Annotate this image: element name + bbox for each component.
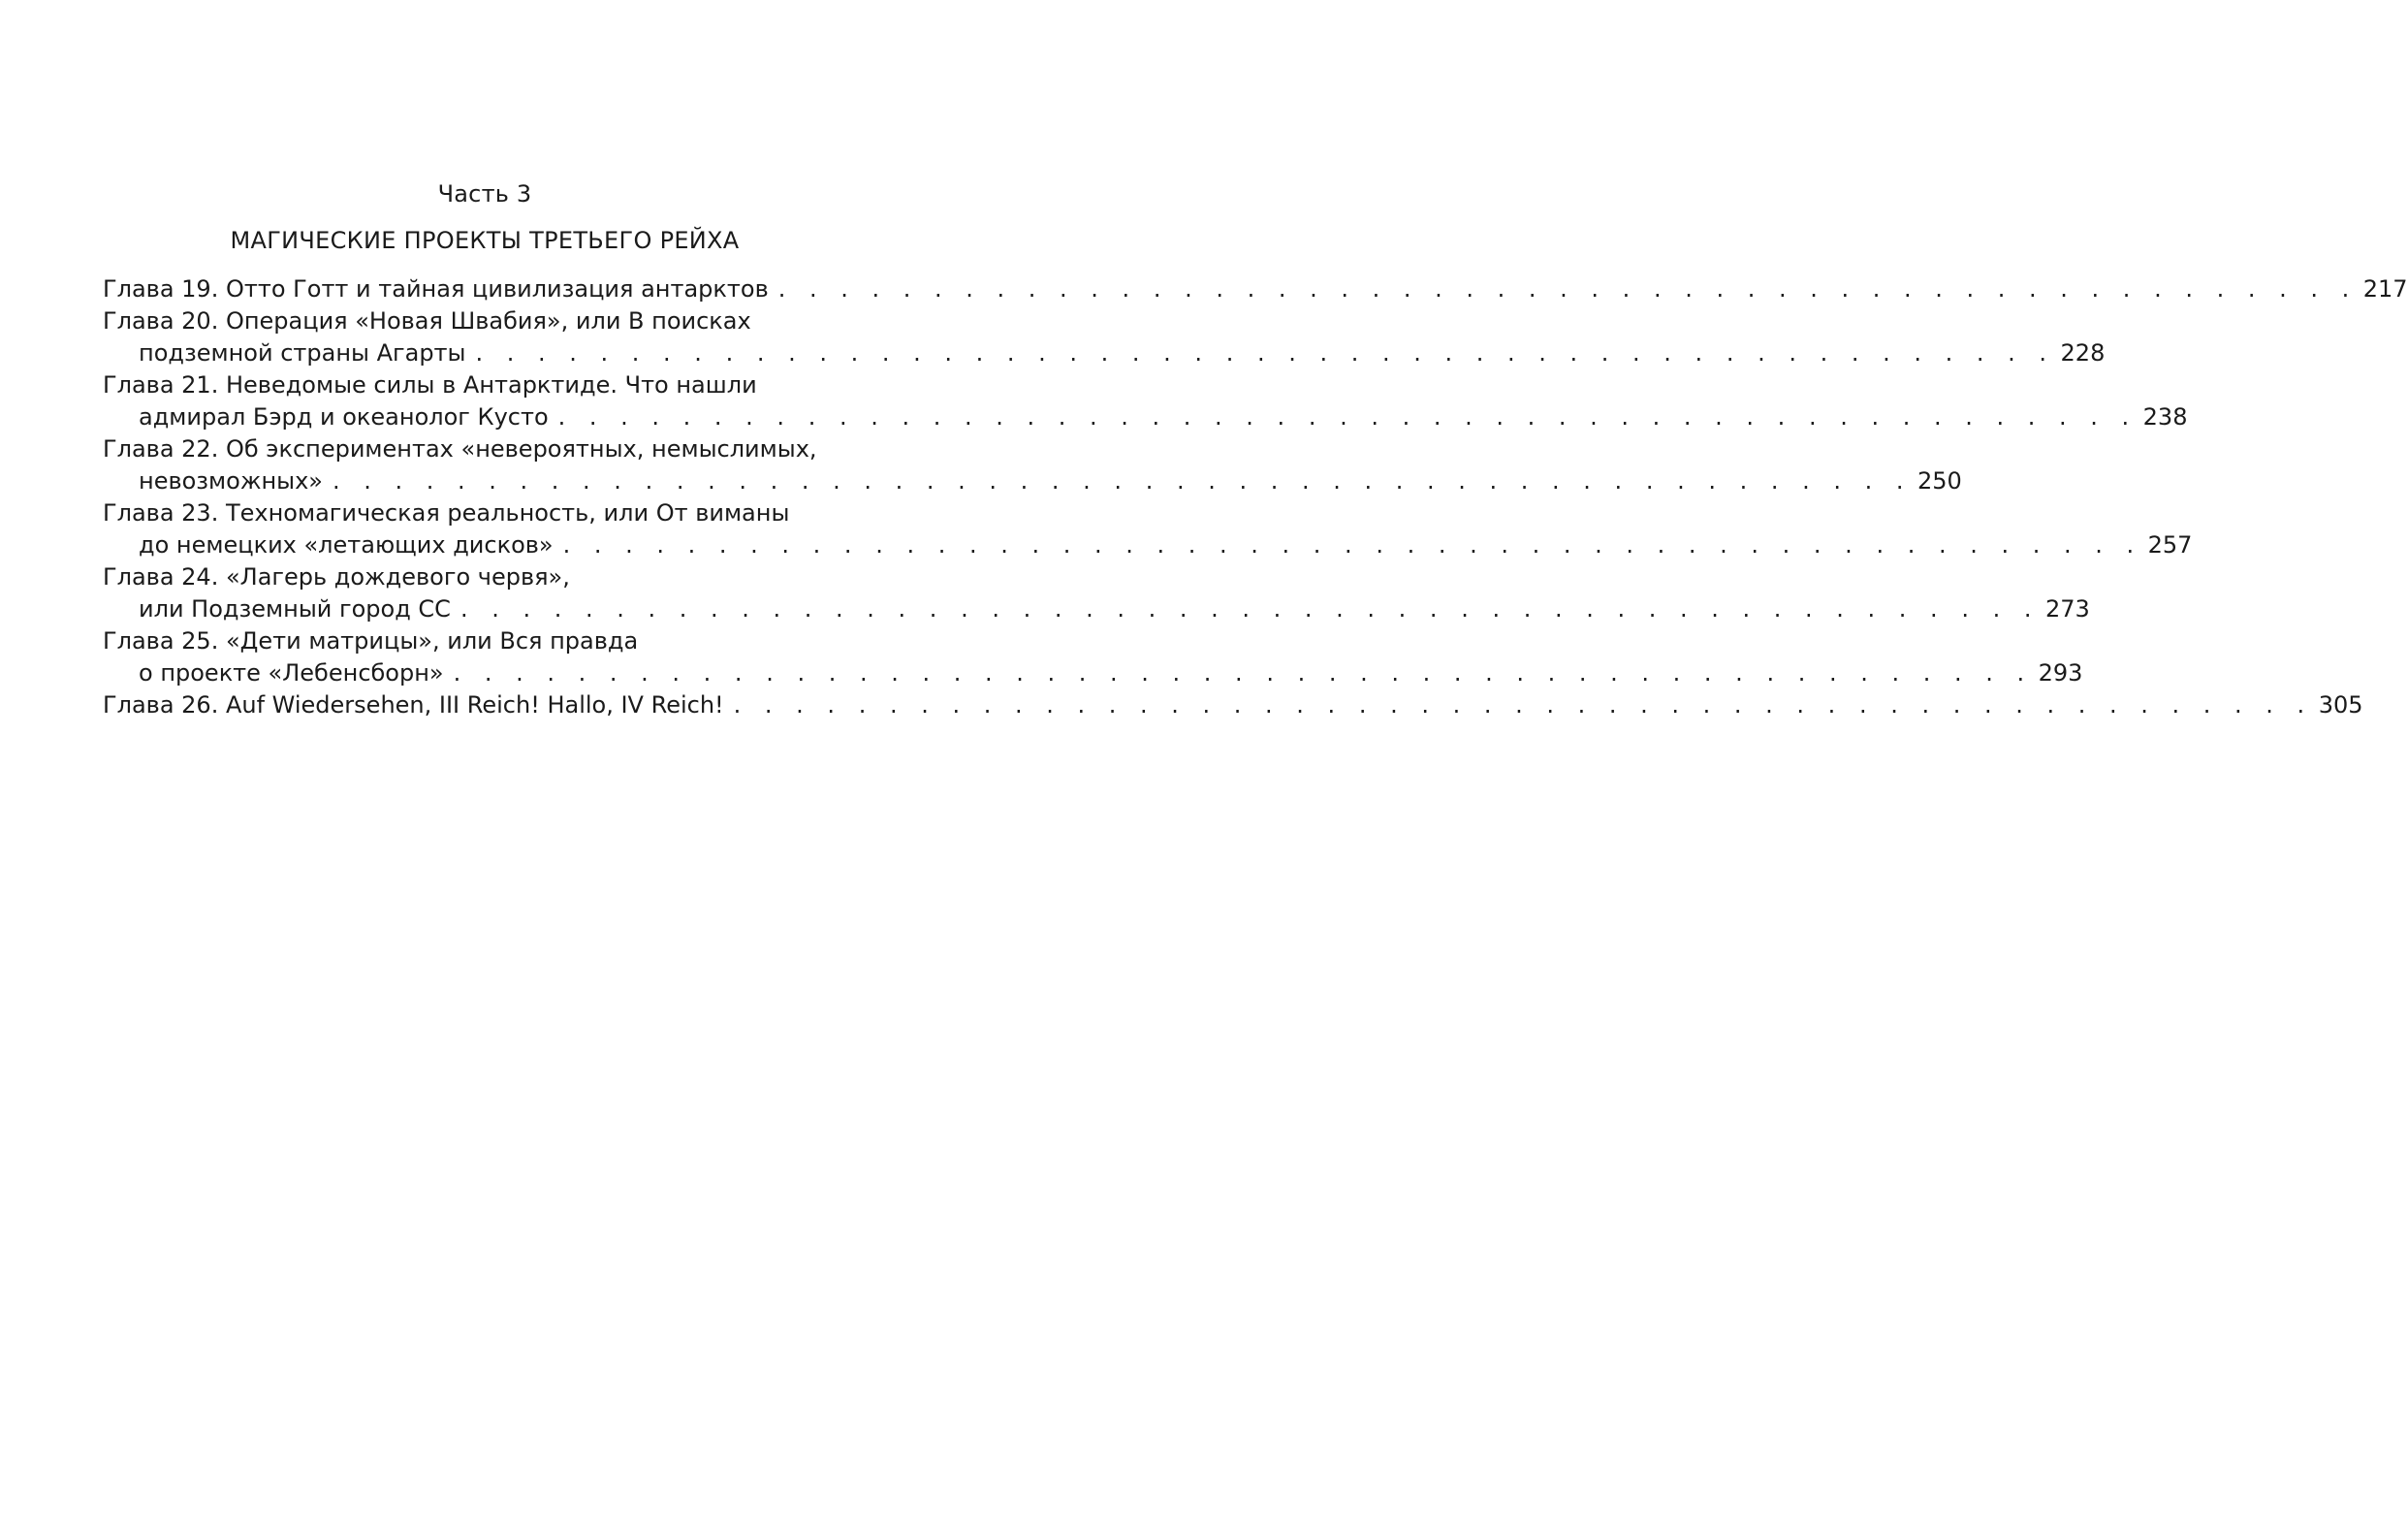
dot-leader: . . . . . . . . . . . . . . . . . . . . . . . . . . . . . . . . . . . . . . . . . . . . . . . . . . . — [777, 275, 2358, 303]
toc-entry-title: Глава 19. Отто Готт и тайная цивилизация антарктов — [103, 275, 769, 303]
toc-entry-chapter-23[interactable] — [103, 497, 2193, 561]
dot-leader: . . . . . . . . . . . . . . . . . . . . . . . . . . . . . . . . . . . . . . . . . . . . . . . . . . . — [562, 531, 2142, 559]
toc-entry-chapter-24[interactable] — [103, 561, 2090, 625]
toc-entry-title-continued: подземной страны Агарты — [139, 339, 466, 367]
toc-entry-chapter-21[interactable] — [103, 369, 2188, 433]
toc-entry-page-number: 250 — [1917, 467, 1962, 495]
toc-entry-page-number: 217 — [2362, 275, 2408, 303]
toc-entry-title: Глава 20. Операция «Новая Швабия», или В поисках — [103, 307, 751, 335]
dot-leader: . . . . . . . . . . . . . . . . . . . . . . . . . . . . . . . . . . . . . . . . . . . . . . . . . . . — [459, 595, 2040, 623]
toc-entry-title: Глава 25. «Дети матрицы», или Вся правда — [103, 627, 639, 655]
toc-entry-title: Глава 24. «Лагерь дождевого червя», — [103, 563, 570, 591]
toc-entry-title: Глава 21. Неведомые силы в Антарктиде. Что нашли — [103, 371, 757, 399]
toc-entry-chapter-22[interactable] — [103, 433, 1962, 497]
toc-entry-page-number: 293 — [2038, 659, 2083, 687]
toc-entry-page-number: 305 — [2318, 691, 2363, 719]
toc-entry-chapter-20[interactable] — [103, 305, 2106, 369]
toc-entry-page-number: 238 — [2142, 403, 2188, 431]
toc-entry-chapter-26[interactable] — [103, 689, 2363, 721]
dot-leader: . . . . . . . . . . . . . . . . . . . . . . . . . . . . . . . . . . . . . . . . . . . . . . . . . . . — [453, 659, 2033, 687]
part-title: МАГИЧЕСКИЕ ПРОЕКТЫ ТРЕТЬЕГО РЕЙХА — [230, 227, 740, 254]
toc-entry-title-continued: невозможных» — [139, 467, 323, 495]
toc-entry-title-continued: до немецких «летающих дисков» — [139, 531, 554, 559]
toc-entry-title: Глава 26. Auf Wiedersehen, III Reich! Hallo, IV Reich! — [103, 691, 724, 719]
toc-entry-title: Глава 22. Об экспериментах «невероятных, немыслимых, — [103, 435, 817, 463]
toc-entry-page-number: 228 — [2060, 339, 2106, 367]
toc-entry-page-number: 257 — [2147, 531, 2193, 559]
toc-entry-chapter-25[interactable] — [103, 625, 2083, 689]
dot-leader: . . . . . . . . . . . . . . . . . . . . . . . . . . . . . . . . . . . . . . . . . . . . . . . . . . . — [733, 691, 2313, 719]
dot-leader: . . . . . . . . . . . . . . . . . . . . . . . . . . . . . . . . . . . . . . . . . . . . . . . . . . . — [332, 467, 1913, 495]
dot-leader: . . . . . . . . . . . . . . . . . . . . . . . . . . . . . . . . . . . . . . . . . . . . . . . . . . . — [475, 339, 2055, 367]
toc-entry-title-continued: или Подземный город СС — [139, 595, 451, 623]
toc-entry-title: Глава 23. Техномагическая реальность, или От виманы — [103, 499, 790, 527]
dot-leader: . . . . . . . . . . . . . . . . . . . . . . . . . . . . . . . . . . . . . . . . . . . . . . . . . . . — [557, 403, 2138, 431]
toc-entry-title-continued: адмирал Бэрд и океанолог Кусто — [139, 403, 549, 431]
toc-entry-chapter-19[interactable] — [103, 273, 2408, 305]
toc-entry-page-number: 273 — [2044, 595, 2090, 623]
table-of-contents — [103, 273, 2408, 721]
toc-entry-title-continued: о проекте «Лебенсборн» — [139, 659, 444, 687]
part-label: Часть 3 — [437, 180, 532, 208]
